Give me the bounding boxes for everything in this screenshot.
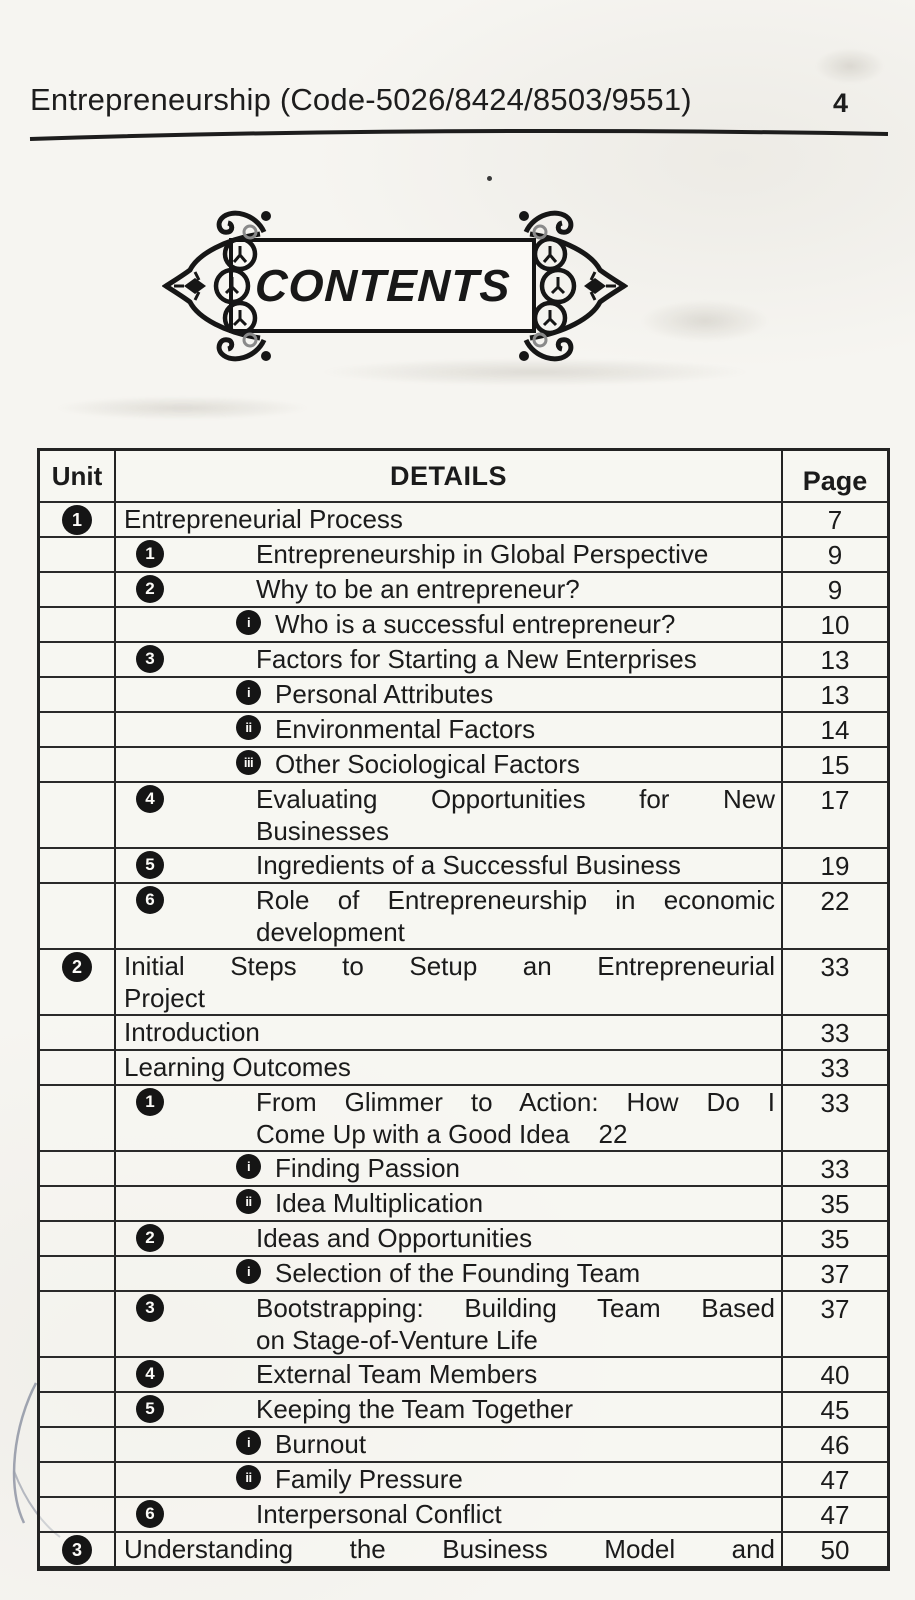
table-row [40, 1533, 887, 1568]
marker-zone [116, 1292, 256, 1322]
item-text: Family Pressure [275, 1464, 463, 1494]
details-cell [116, 573, 783, 606]
item-text: Learning Outcomes [124, 1052, 351, 1082]
item-marker: 1 [136, 1088, 164, 1116]
item-text: Keeping the Team Together [256, 1394, 574, 1424]
table-header-row [40, 451, 887, 503]
item-text: Ingredients of a Successful Business [256, 850, 681, 880]
unit-cell [40, 608, 116, 641]
column-header-page: Page [802, 466, 868, 496]
unit-cell [40, 1257, 116, 1290]
details-cell [116, 538, 783, 571]
table-row [40, 573, 887, 608]
unit-cell [40, 678, 116, 711]
table-row [40, 950, 887, 1016]
page-number: 33 [820, 1154, 850, 1184]
table-row [40, 1016, 887, 1051]
item-text: Selection of the Founding Team [275, 1258, 641, 1288]
details-cell [116, 1016, 783, 1049]
item-text: Role of Entrepreneurship in economic development [256, 885, 775, 947]
item-text: Factors for Starting a New Enterprises [256, 644, 697, 674]
page-number: 33 [820, 1018, 850, 1048]
page-number: 15 [820, 750, 850, 780]
details-cell [116, 1292, 783, 1356]
unit-cell [40, 1498, 116, 1531]
page-number: 35 [820, 1189, 850, 1219]
item-marker: 2 [136, 575, 164, 603]
page-number: 37 [820, 1294, 850, 1324]
table-row [40, 1393, 887, 1428]
marker-zone [116, 1222, 256, 1252]
table-row [40, 1152, 887, 1187]
page-number: 13 [820, 645, 850, 675]
unit-cell [40, 1086, 116, 1150]
unit-cell [40, 849, 116, 882]
marker-zone [116, 538, 256, 568]
details-cell [116, 713, 783, 746]
item-text: Bootstrapping: Building Team Based on Stage-of-Venture Life [256, 1293, 775, 1355]
details-cell [116, 1086, 783, 1150]
item-text: Who is a successful entrepreneur? [275, 609, 676, 639]
item-text: Ideas and Opportunities [256, 1223, 533, 1253]
details-cell [116, 1257, 783, 1290]
column-header-details: DETAILS [116, 451, 783, 501]
details-cell [116, 748, 783, 781]
page-number: 33 [820, 1053, 850, 1083]
table-row [40, 1428, 887, 1463]
item-text: Why to be an entrepreneur? [256, 574, 580, 604]
page-header-title: Entrepreneurship (Code-5026/8424/8503/9551) [30, 82, 692, 117]
banner-ornament-left-icon [162, 206, 274, 366]
marker-zone [116, 643, 256, 673]
details-cell [116, 1187, 783, 1220]
page-number: 33 [820, 1088, 850, 1118]
unit-cell [40, 1463, 116, 1496]
scan-smudge [815, 48, 885, 84]
details-cell [116, 1393, 783, 1426]
details-cell [116, 849, 783, 882]
details-cell [116, 678, 783, 711]
item-marker: i [236, 610, 261, 635]
item-marker: 4 [136, 1360, 164, 1388]
page-number: 33 [820, 952, 850, 982]
unit-cell [40, 1428, 116, 1461]
table-row [40, 1498, 887, 1533]
item-marker: 6 [136, 886, 164, 914]
unit-cell [40, 884, 116, 948]
marker-zone [116, 748, 275, 775]
table-row [40, 538, 887, 573]
table-row [40, 783, 887, 849]
details-cell [116, 1463, 783, 1496]
table-row [40, 1051, 887, 1086]
details-cell [116, 1222, 783, 1255]
page-number: 47 [820, 1500, 850, 1530]
banner-ornament-right-icon [516, 206, 628, 366]
item-text: Understanding the Business Model and [124, 1534, 775, 1564]
page-number: 50 [820, 1535, 850, 1565]
details-cell [116, 783, 783, 847]
item-marker: i [236, 1259, 261, 1284]
item-text: Idea Multiplication [275, 1188, 484, 1218]
table-row [40, 608, 887, 643]
page-number: 7 [827, 505, 843, 535]
item-marker: ii [236, 1189, 261, 1214]
unit-cell [40, 503, 116, 536]
item-text: From Glimmer to Action: How Do I Come Up with a Good Idea 22 [256, 1087, 775, 1149]
marker-zone [116, 1428, 275, 1455]
item-marker: 3 [136, 1294, 164, 1322]
marker-zone [116, 1257, 275, 1284]
unit-cell [40, 950, 116, 1014]
item-marker: ii [236, 1465, 261, 1490]
details-cell [116, 1428, 783, 1461]
table-row [40, 643, 887, 678]
table-row [40, 503, 887, 538]
table-row [40, 748, 887, 783]
unit-cell [40, 1051, 116, 1084]
marker-zone [116, 1358, 256, 1388]
details-cell [116, 1498, 783, 1531]
contents-table [37, 448, 890, 1571]
page-number: 35 [820, 1224, 850, 1254]
page-number: 13 [820, 680, 850, 710]
item-marker: 2 [136, 1224, 164, 1252]
details-cell [116, 1152, 783, 1185]
item-marker: 3 [136, 645, 164, 673]
marker-zone [116, 884, 256, 914]
unit-badge: 1 [62, 505, 92, 535]
page-header-number: 4 [833, 88, 849, 118]
details-cell [116, 503, 783, 536]
marker-zone [116, 608, 275, 635]
unit-cell [40, 1016, 116, 1049]
item-marker: i [236, 680, 261, 705]
marker-zone [116, 1463, 275, 1490]
column-header-unit: Unit [40, 451, 116, 501]
table-row [40, 849, 887, 884]
marker-zone [116, 1086, 256, 1116]
marker-zone [116, 1498, 256, 1528]
item-text: Environmental Factors [275, 714, 536, 744]
details-cell [116, 884, 783, 948]
marker-zone [116, 1187, 275, 1214]
banner-box [229, 238, 536, 333]
details-cell [116, 1358, 783, 1391]
page-number: 45 [820, 1395, 850, 1425]
unit-badge: 3 [62, 1535, 92, 1565]
unit-badge: 2 [62, 952, 92, 982]
scan-smudge [640, 300, 770, 342]
unit-cell [40, 1393, 116, 1426]
item-text: Burnout [275, 1429, 367, 1459]
table-row [40, 1358, 887, 1393]
scan-smudge [55, 396, 310, 420]
table-row [40, 1222, 887, 1257]
page-number: 9 [827, 575, 843, 605]
page-number: 37 [820, 1259, 850, 1289]
item-marker: 1 [136, 540, 164, 568]
unit-cell [40, 1222, 116, 1255]
table-row [40, 1086, 887, 1152]
item-text: Entrepreneurship in Global Perspective [256, 539, 709, 569]
item-marker: ii [236, 715, 261, 740]
details-cell [116, 950, 783, 1014]
marker-zone [116, 678, 275, 705]
marker-zone [116, 1393, 256, 1423]
contents-banner [160, 198, 630, 373]
marker-zone [116, 849, 256, 879]
dot-artifact [487, 176, 492, 181]
page-number: 19 [820, 851, 850, 881]
unit-cell [40, 748, 116, 781]
item-marker: 5 [136, 1395, 164, 1423]
table-row [40, 1463, 887, 1498]
item-text: Interpersonal Conflict [256, 1499, 502, 1529]
page-number: 9 [827, 540, 843, 570]
item-marker: 4 [136, 785, 164, 813]
page-number: 47 [820, 1465, 850, 1495]
details-cell [116, 608, 783, 641]
page-number: 14 [820, 715, 850, 745]
table-row [40, 1292, 887, 1358]
marker-zone [116, 713, 275, 740]
unit-cell [40, 643, 116, 676]
details-cell [116, 1051, 783, 1084]
unit-cell [40, 1152, 116, 1185]
item-text: Finding Passion [275, 1153, 460, 1183]
table-row [40, 1187, 887, 1222]
item-marker: 6 [136, 1500, 164, 1528]
banner-title: CONTENTS [253, 259, 512, 311]
unit-cell [40, 1187, 116, 1220]
table-row [40, 713, 887, 748]
item-text: Evaluating Opportunities for New Businesses [256, 784, 775, 846]
item-text: Entrepreneurial Process [124, 504, 403, 534]
marker-zone [116, 1152, 275, 1179]
unit-cell [40, 783, 116, 847]
item-text: Initial Steps to Setup an Entrepreneurial Project [124, 951, 775, 1013]
item-text: Introduction [124, 1017, 260, 1047]
page-number: 10 [820, 610, 850, 640]
page-number: 17 [820, 785, 850, 815]
page-number: 22 [820, 886, 850, 916]
marker-zone [116, 783, 256, 813]
item-marker: 5 [136, 851, 164, 879]
unit-cell [40, 538, 116, 571]
details-cell [116, 643, 783, 676]
unit-cell [40, 1358, 116, 1391]
item-marker: i [236, 1154, 261, 1179]
unit-cell [40, 1533, 116, 1566]
table-body [40, 503, 887, 1568]
unit-cell [40, 1292, 116, 1356]
unit-cell [40, 573, 116, 606]
item-text: Personal Attributes [275, 679, 494, 709]
marker-zone [116, 573, 256, 603]
item-text: External Team Members [256, 1359, 538, 1389]
page-number: 40 [820, 1360, 850, 1390]
header-rule [0, 122, 915, 148]
details-cell [116, 1533, 783, 1566]
page-number: 46 [820, 1430, 850, 1460]
unit-cell [40, 713, 116, 746]
table-row [40, 1257, 887, 1292]
table-row [40, 678, 887, 713]
item-marker: iii [236, 750, 261, 775]
item-marker: i [236, 1430, 261, 1455]
item-text: Other Sociological Factors [275, 749, 580, 779]
table-row [40, 884, 887, 950]
